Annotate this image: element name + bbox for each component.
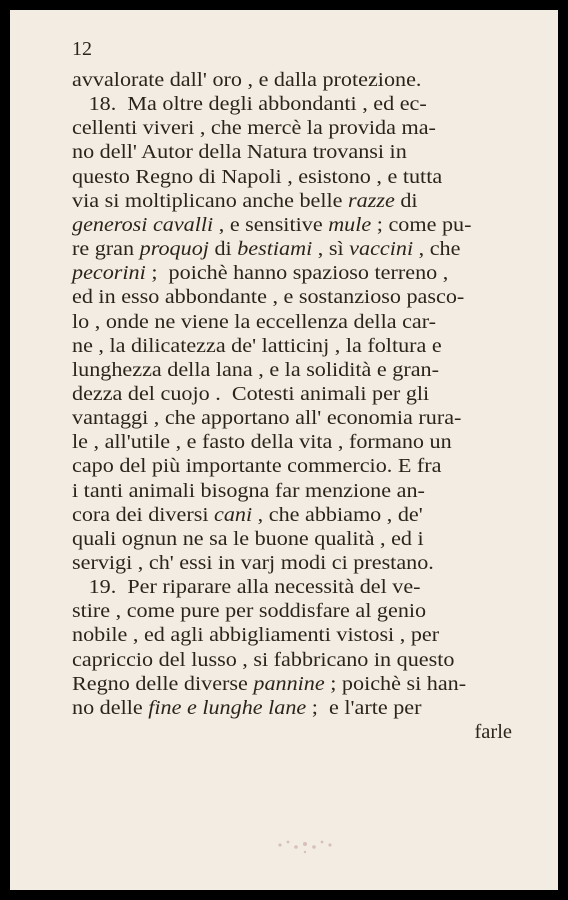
text-line bbox=[72, 140, 407, 164]
italic-text: mule bbox=[328, 213, 372, 236]
text-segment: , che bbox=[413, 238, 461, 261]
italic-text: bestiami bbox=[237, 238, 313, 261]
text-segment: vantaggi , che apportano all' economia rura- bbox=[72, 407, 462, 430]
text-line bbox=[72, 503, 423, 527]
text-segment: dezza del cuojo . Cotesti animali per gli bbox=[72, 382, 430, 405]
text-line bbox=[72, 430, 452, 454]
text-line bbox=[474, 720, 512, 744]
text-segment: ne , la dilicatezza de' latticinj , la foltura e bbox=[72, 334, 442, 357]
italic-text: pannine bbox=[253, 672, 325, 695]
text-line bbox=[72, 454, 441, 478]
page-number: 12 bbox=[72, 38, 92, 60]
text-segment: , sì bbox=[312, 238, 350, 261]
text-line bbox=[72, 68, 421, 92]
text-segment: via si moltiplicano anche belle bbox=[72, 189, 349, 212]
text-line bbox=[72, 623, 439, 647]
text-line bbox=[72, 672, 466, 696]
text-segment: le , all'utile , e fasto della vita , formano un bbox=[72, 431, 452, 454]
text-line bbox=[72, 479, 425, 503]
italic-text: pecorini bbox=[72, 262, 146, 285]
text-line bbox=[72, 92, 427, 116]
text-segment: ed in esso abbondante , e sostanzioso pasco- bbox=[72, 286, 465, 309]
italic-text: vaccini bbox=[349, 238, 414, 261]
text-segment: questo Regno di Napoli , esistono , e tutta bbox=[72, 165, 443, 188]
text-segment: ; come pu- bbox=[371, 213, 472, 236]
text-line bbox=[72, 575, 421, 599]
italic-text: proquoj bbox=[139, 238, 209, 261]
text-segment: re gran bbox=[72, 238, 140, 261]
text-segment: cora dei diversi bbox=[72, 503, 215, 526]
text-segment: ; poichè hanno spazioso terreno , bbox=[145, 262, 449, 285]
text-line bbox=[72, 261, 448, 285]
text-line bbox=[72, 599, 426, 623]
text-line bbox=[72, 648, 454, 672]
text-segment: no dell' Autor della Natura trovansi in bbox=[72, 141, 407, 164]
text-line bbox=[72, 551, 434, 575]
text-segment: quali ognun ne sa le buone qualità , ed i bbox=[72, 527, 424, 550]
text-line bbox=[72, 358, 439, 382]
text-line bbox=[72, 116, 436, 140]
text-line bbox=[72, 334, 442, 358]
text-line bbox=[72, 406, 461, 430]
text-line bbox=[72, 165, 442, 189]
ornament-decoration bbox=[260, 830, 350, 860]
text-segment: 19. Per riparare alla necessità del ve- bbox=[72, 576, 421, 599]
italic-text: razze bbox=[348, 189, 395, 212]
book-page bbox=[10, 10, 558, 890]
text-segment: capriccio del lusso , si fabbricano in questo bbox=[72, 648, 455, 671]
text-segment: capo del più importante commercio. E fra bbox=[72, 455, 442, 478]
text-line bbox=[72, 213, 471, 237]
text-segment: Regno delle diverse bbox=[72, 672, 254, 695]
text-line bbox=[72, 527, 424, 551]
text-line bbox=[72, 696, 422, 720]
text-line bbox=[72, 189, 418, 213]
italic-text: cani bbox=[214, 503, 253, 526]
text-segment: ; e l'arte per bbox=[306, 696, 422, 719]
text-segment: stire , come pure per soddisfare al genio bbox=[72, 600, 427, 623]
text-segment: no delle bbox=[72, 696, 149, 719]
text-segment: lunghezza della lana , e la solidità e gran- bbox=[72, 358, 439, 381]
text-segment: di bbox=[394, 189, 418, 212]
text-line bbox=[72, 382, 429, 406]
text-segment: servigi , ch' essi in varj modi ci prestano. bbox=[72, 552, 434, 574]
text-segment: di bbox=[208, 238, 238, 261]
text-segment: farle bbox=[474, 721, 512, 744]
italic-text: fine e lunghe lane bbox=[148, 696, 307, 719]
text-segment: avvalorate dall' oro , e dalla protezione. bbox=[72, 69, 422, 91]
text-segment: 18. Ma oltre degli abbondanti , ed ec- bbox=[72, 93, 427, 116]
text-segment: , e sensitive bbox=[213, 213, 329, 236]
text-line bbox=[72, 310, 436, 334]
text-segment: cellenti viveri , che mercè la provida ma- bbox=[72, 117, 436, 140]
text-segment: i tanti animali bisogna far menzione an- bbox=[72, 479, 425, 502]
text-segment: , che abbiamo , de' bbox=[252, 503, 423, 526]
text-segment: nobile , ed agli abbigliamenti vistosi , per bbox=[72, 624, 440, 647]
text-segment: lo , onde ne viene la eccellenza della car- bbox=[72, 310, 437, 333]
text-line bbox=[72, 237, 460, 261]
text-segment: ; poichè si han- bbox=[324, 672, 467, 695]
italic-text: generosi cavalli bbox=[72, 213, 214, 236]
text-line bbox=[72, 285, 464, 309]
